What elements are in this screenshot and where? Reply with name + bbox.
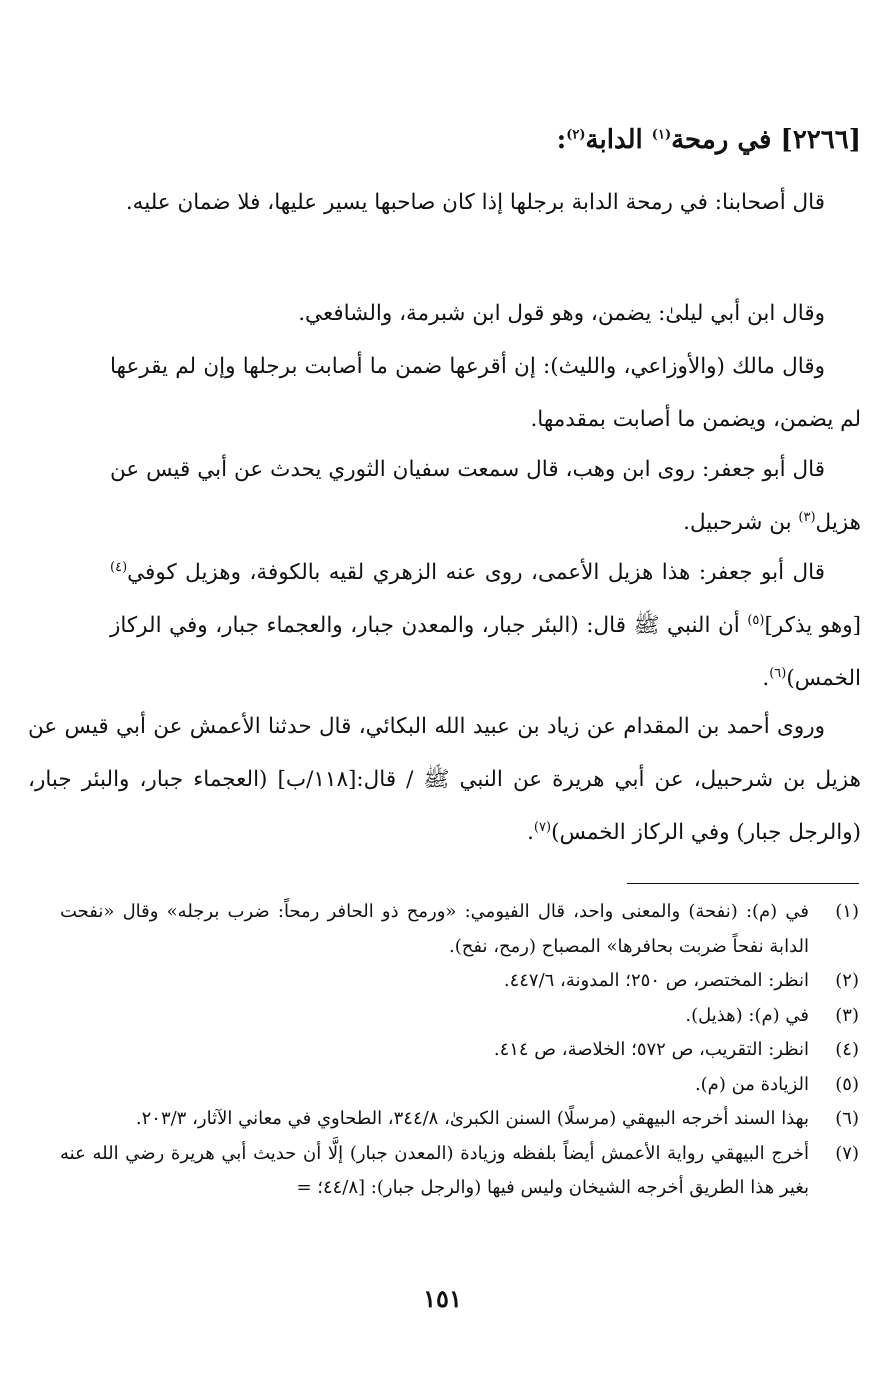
entry-number: [٢٢٦٦]	[780, 125, 861, 155]
page-number: ١٥١	[423, 1284, 462, 1313]
footnote-ref-4[interactable]: (٤)	[110, 559, 128, 575]
paragraph-text: .	[762, 666, 770, 691]
paragraph-text: بن شرحبيل.	[683, 510, 799, 535]
paragraph-huzayl-note	[110, 546, 861, 705]
entry-title-part-a: في رمحة	[671, 125, 772, 155]
footnote-text: انظر: التقريب، ص ٥٧٢؛ الخلاصة، ص ٤١٤.	[493, 1039, 809, 1060]
footnote-ref-1[interactable]: (١)	[651, 127, 672, 143]
footnotes-section	[60, 895, 859, 1206]
footnote-number: (٦)	[835, 1108, 859, 1129]
footnote-text: انظر: المختصر، ص ٢٥٠؛ المدونة، ٤٤٧/٦.	[503, 970, 809, 991]
entry-title-colon: :	[556, 125, 567, 155]
paragraph-text: [وهو يذكر]	[764, 613, 861, 638]
footnote-3	[60, 999, 859, 1034]
paragraph-text: أن النبي ﷺ قال: (البئر جبار، والمعدن جبار، والعجماء جبار، وفي الركاز الخمس)	[110, 613, 861, 691]
paragraph-companions-view: قال أصحابنا: في رمحة الدابة برجلها إذا كان صاحبها يسير عليها، فلا ضمان عليه.	[125, 190, 825, 215]
paragraph-text: قال أبو جعفر: هذا هزيل الأعمى، روى عنه الزهري لقيه بالكوفة، وهزيل كوفي	[127, 560, 825, 585]
paragraph-ahmad-narration	[28, 700, 861, 859]
paragraph-text: قال أبو جعفر: روى ابن وهب، قال سمعت سفيان الثوري يحدث عن أبي قيس عن هزيل	[110, 457, 861, 535]
paragraph-text: وروى أحمد بن المقدام عن زياد بن عبيد الله البكائي، قال حدثنا الأعمش عن أبي قيس عن هزيل بن شرحبيل، عن أبي هريرة عن النبي ﷺ / قال:[١١٨/ب] (العجماء جبار، والبئر جبار، (والرجل جبار) وفي الركاز الخمس)	[28, 714, 861, 845]
paragraph-ibn-wahb-narration	[110, 443, 861, 549]
footnote-text: في (م): (نفحة) والمعنى واحد، قال الفيومي: «ورمح ذو الحافر رمحاً: ضرب برجله» وقال «نفحت الدابة نفحاً ضربت بحافرها» المصباح (رمح، نفح).	[60, 901, 809, 957]
footnote-ref-3[interactable]: (٣)	[798, 509, 816, 525]
footnote-number: (٣)	[835, 1004, 859, 1026]
footnote-number: (٤)	[835, 1039, 859, 1060]
footnote-text: أخرج البيهقي رواية الأعمش أيضاً بلفظه وزيادة (المعدن جبار) إلَّا أن حديث أبي هريرة رضي الله عنه بغير هذا الطريق أخرجه الشيخان وليس فيها (والرجل جبار): [٤٤/٨؛ =	[60, 1142, 809, 1198]
footnote-number: (١)	[835, 901, 859, 922]
footnote-ref-7[interactable]: (٧)	[533, 819, 552, 835]
footnote-text: الزيادة من (م).	[694, 1073, 809, 1095]
footnote-2	[60, 964, 859, 999]
footnote-7	[60, 1137, 859, 1206]
footnote-text: في (م): (هذيل).	[685, 1004, 809, 1026]
footnote-ref-2[interactable]: (٢)	[566, 127, 586, 143]
entry-title-part-b: الدابة	[585, 125, 652, 155]
paragraph-ibn-abi-layla-view: وقال ابن أبي ليلىٰ: يضمن، وهو قول ابن شبرمة، والشافعي.	[298, 301, 825, 326]
paragraph-malik-view: وقال مالك (والأوزاعي، والليث): إن أقرعها ضمن ما أصابت برجلها وإن لم يقرعها لم يضمن، ويضمن ما أصابت بمقدمها.	[110, 354, 861, 432]
footnote-ref-5[interactable]: (٥)	[747, 612, 765, 628]
footnote-number: (٧)	[835, 1142, 859, 1164]
footnote-5	[60, 1068, 859, 1103]
footnote-text: بهذا السند أخرجه البيهقي (مرسلًا) السنن الكبرىٰ، ٣٤٤/٨، الطحاوي في معاني الآثار، ٢٠٣/٣.	[135, 1108, 809, 1129]
footnote-number: (٥)	[835, 1073, 859, 1095]
footnote-number: (٢)	[835, 970, 859, 991]
footnote-ref-6[interactable]: (٦)	[769, 665, 787, 681]
footnote-4	[60, 1033, 859, 1068]
footnote-6	[60, 1102, 859, 1137]
entry-heading	[110, 124, 861, 158]
footnote-1	[60, 895, 859, 964]
footnote-divider	[627, 883, 859, 884]
paragraph-text: .	[527, 820, 534, 845]
